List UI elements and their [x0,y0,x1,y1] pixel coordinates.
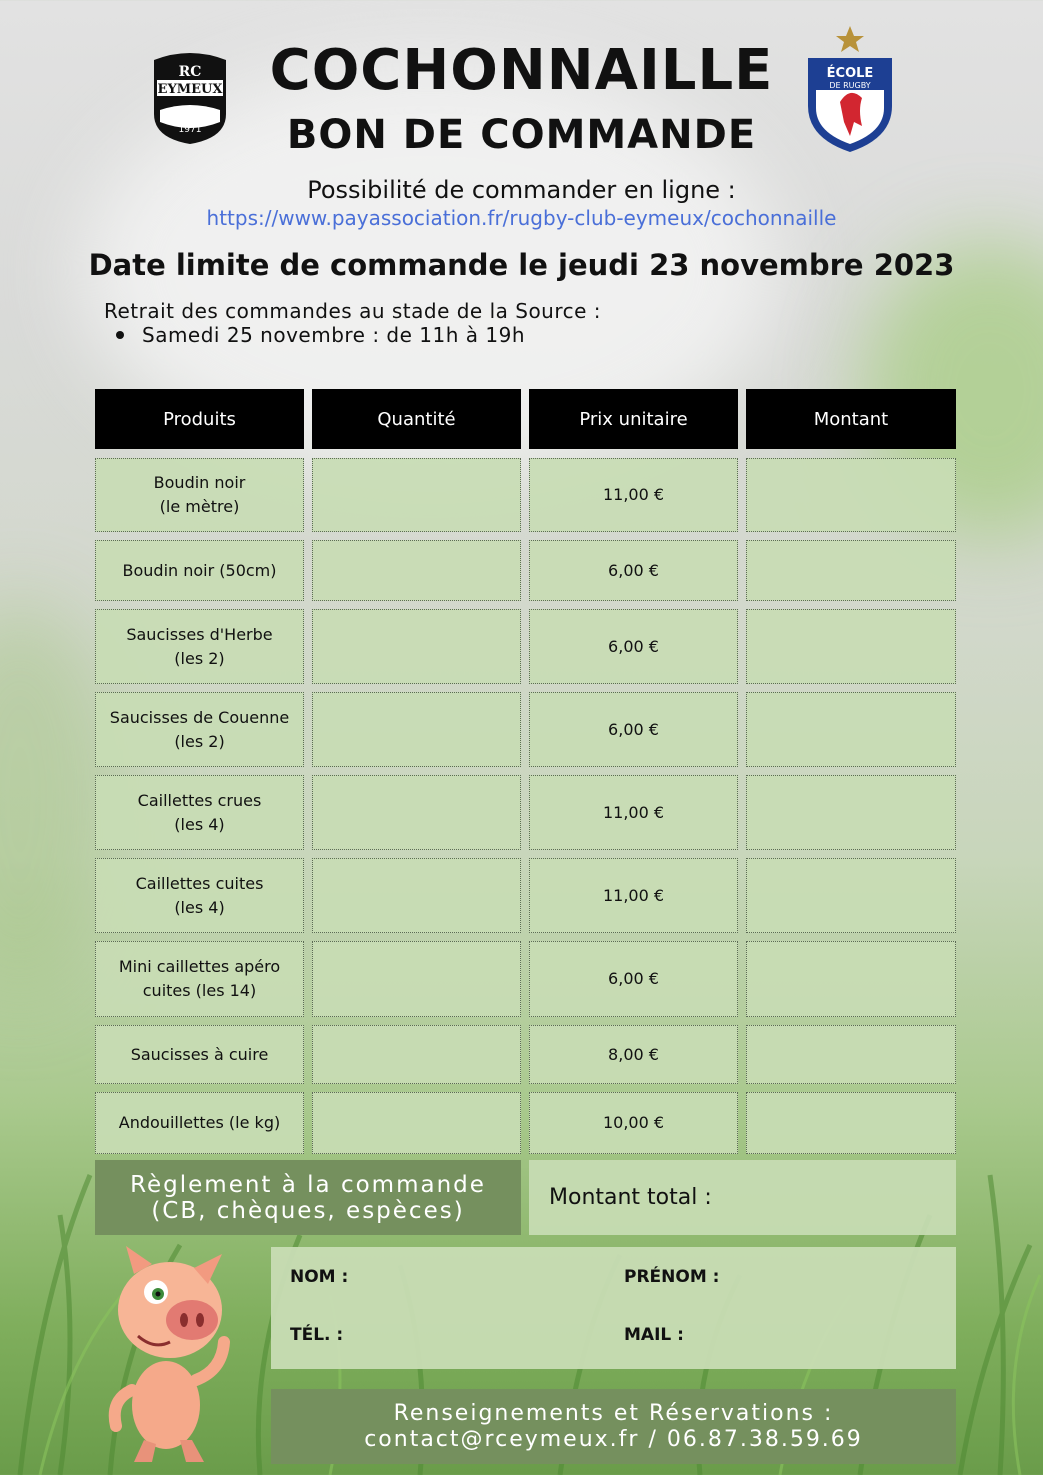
product-name: Caillettes cuites (les 4) [95,858,304,933]
total-amount-label: Montant total : [549,1185,712,1210]
club-logo-text: RC [178,64,202,80]
amount-field[interactable] [746,458,956,532]
tel-field[interactable]: TÉL. : [290,1325,344,1345]
product-name: Boudin noir (50cm) [95,540,304,601]
unit-price: 6,00 € [529,941,738,1017]
payment-banner-line1: Règlement à la commande [130,1171,486,1198]
pickup-intro: Retrait des commandes au stade de la Source : [104,299,602,323]
quantity-field[interactable] [312,775,521,850]
unit-price: 11,00 € [529,775,738,850]
column-header-quantity: Quantité [312,389,521,449]
amount-field[interactable] [746,858,956,933]
column-header-unit-price: Prix unitaire [529,389,738,449]
club-logo-year: 1971 [178,125,202,135]
quantity-field[interactable] [312,609,521,684]
product-name: Andouillettes (le kg) [95,1092,304,1154]
unit-price: 11,00 € [529,458,738,532]
prenom-field[interactable]: PRÉNOM : [624,1267,720,1287]
quantity-field[interactable] [312,458,521,532]
payment-banner [95,1160,521,1235]
contact-banner-details: contact@rceymeux.fr / 06.87.38.59.69 [364,1426,863,1452]
product-name: Saucisses d'Herbe (les 2) [95,609,304,684]
unit-price: 8,00 € [529,1025,738,1084]
product-name: Saucisses à cuire [95,1025,304,1084]
product-name: Saucisses de Couenne (les 2) [95,692,304,767]
pickup-slot-text: Samedi 25 novembre : de 11h à 19h [142,323,526,347]
amount-field[interactable] [746,1092,956,1154]
total-amount-field[interactable] [529,1160,956,1235]
contact-banner [271,1389,956,1464]
amount-field[interactable] [746,941,956,1017]
online-order-link[interactable]: https://www.payassociation.fr/rugby-club-eymeux/cochonnaille [206,206,837,230]
column-header-products: Produits [95,389,304,449]
page-title: COCHONNAILLE [269,38,774,103]
mail-field[interactable]: MAIL : [624,1325,684,1345]
school-logo-subtitle: DE RUGBY [829,81,871,90]
amount-field[interactable] [746,1025,956,1084]
payment-banner-line2: (CB, chèques, espèces) [151,1197,465,1224]
quantity-field[interactable] [312,941,521,1017]
amount-field[interactable] [746,692,956,767]
amount-field[interactable] [746,609,956,684]
order-deadline: Date limite de commande le jeudi 23 novembre 2023 [88,248,955,282]
amount-field[interactable] [746,775,956,850]
online-order-text: Possibilité de commander en ligne : [307,176,736,204]
product-name: Mini caillettes apéro cuites (les 14) [95,941,304,1017]
club-logo-name: EYMEUX [157,82,223,97]
quantity-field[interactable] [312,1025,521,1084]
product-name: Boudin noir (le mètre) [95,458,304,532]
unit-price: 6,00 € [529,692,738,767]
page-subtitle: BON DE COMMANDE [286,112,757,158]
nom-field[interactable]: NOM : [290,1267,349,1287]
quantity-field[interactable] [312,540,521,601]
column-header-amount: Montant [746,389,956,449]
product-name: Caillettes crues (les 4) [95,775,304,850]
unit-price: 6,00 € [529,609,738,684]
quantity-field[interactable] [312,858,521,933]
bullet-icon [116,331,124,339]
unit-price: 10,00 € [529,1092,738,1154]
quantity-field[interactable] [312,692,521,767]
quantity-field[interactable] [312,1092,521,1154]
unit-price: 6,00 € [529,540,738,601]
amount-field[interactable] [746,540,956,601]
unit-price: 11,00 € [529,858,738,933]
customer-identity-box [271,1247,956,1369]
pickup-slot [116,323,525,347]
school-logo-title: ÉCOLE [826,66,874,81]
pig-mascot-illustration [104,1240,244,1465]
contact-banner-title: Renseignements et Réservations : [393,1400,834,1426]
